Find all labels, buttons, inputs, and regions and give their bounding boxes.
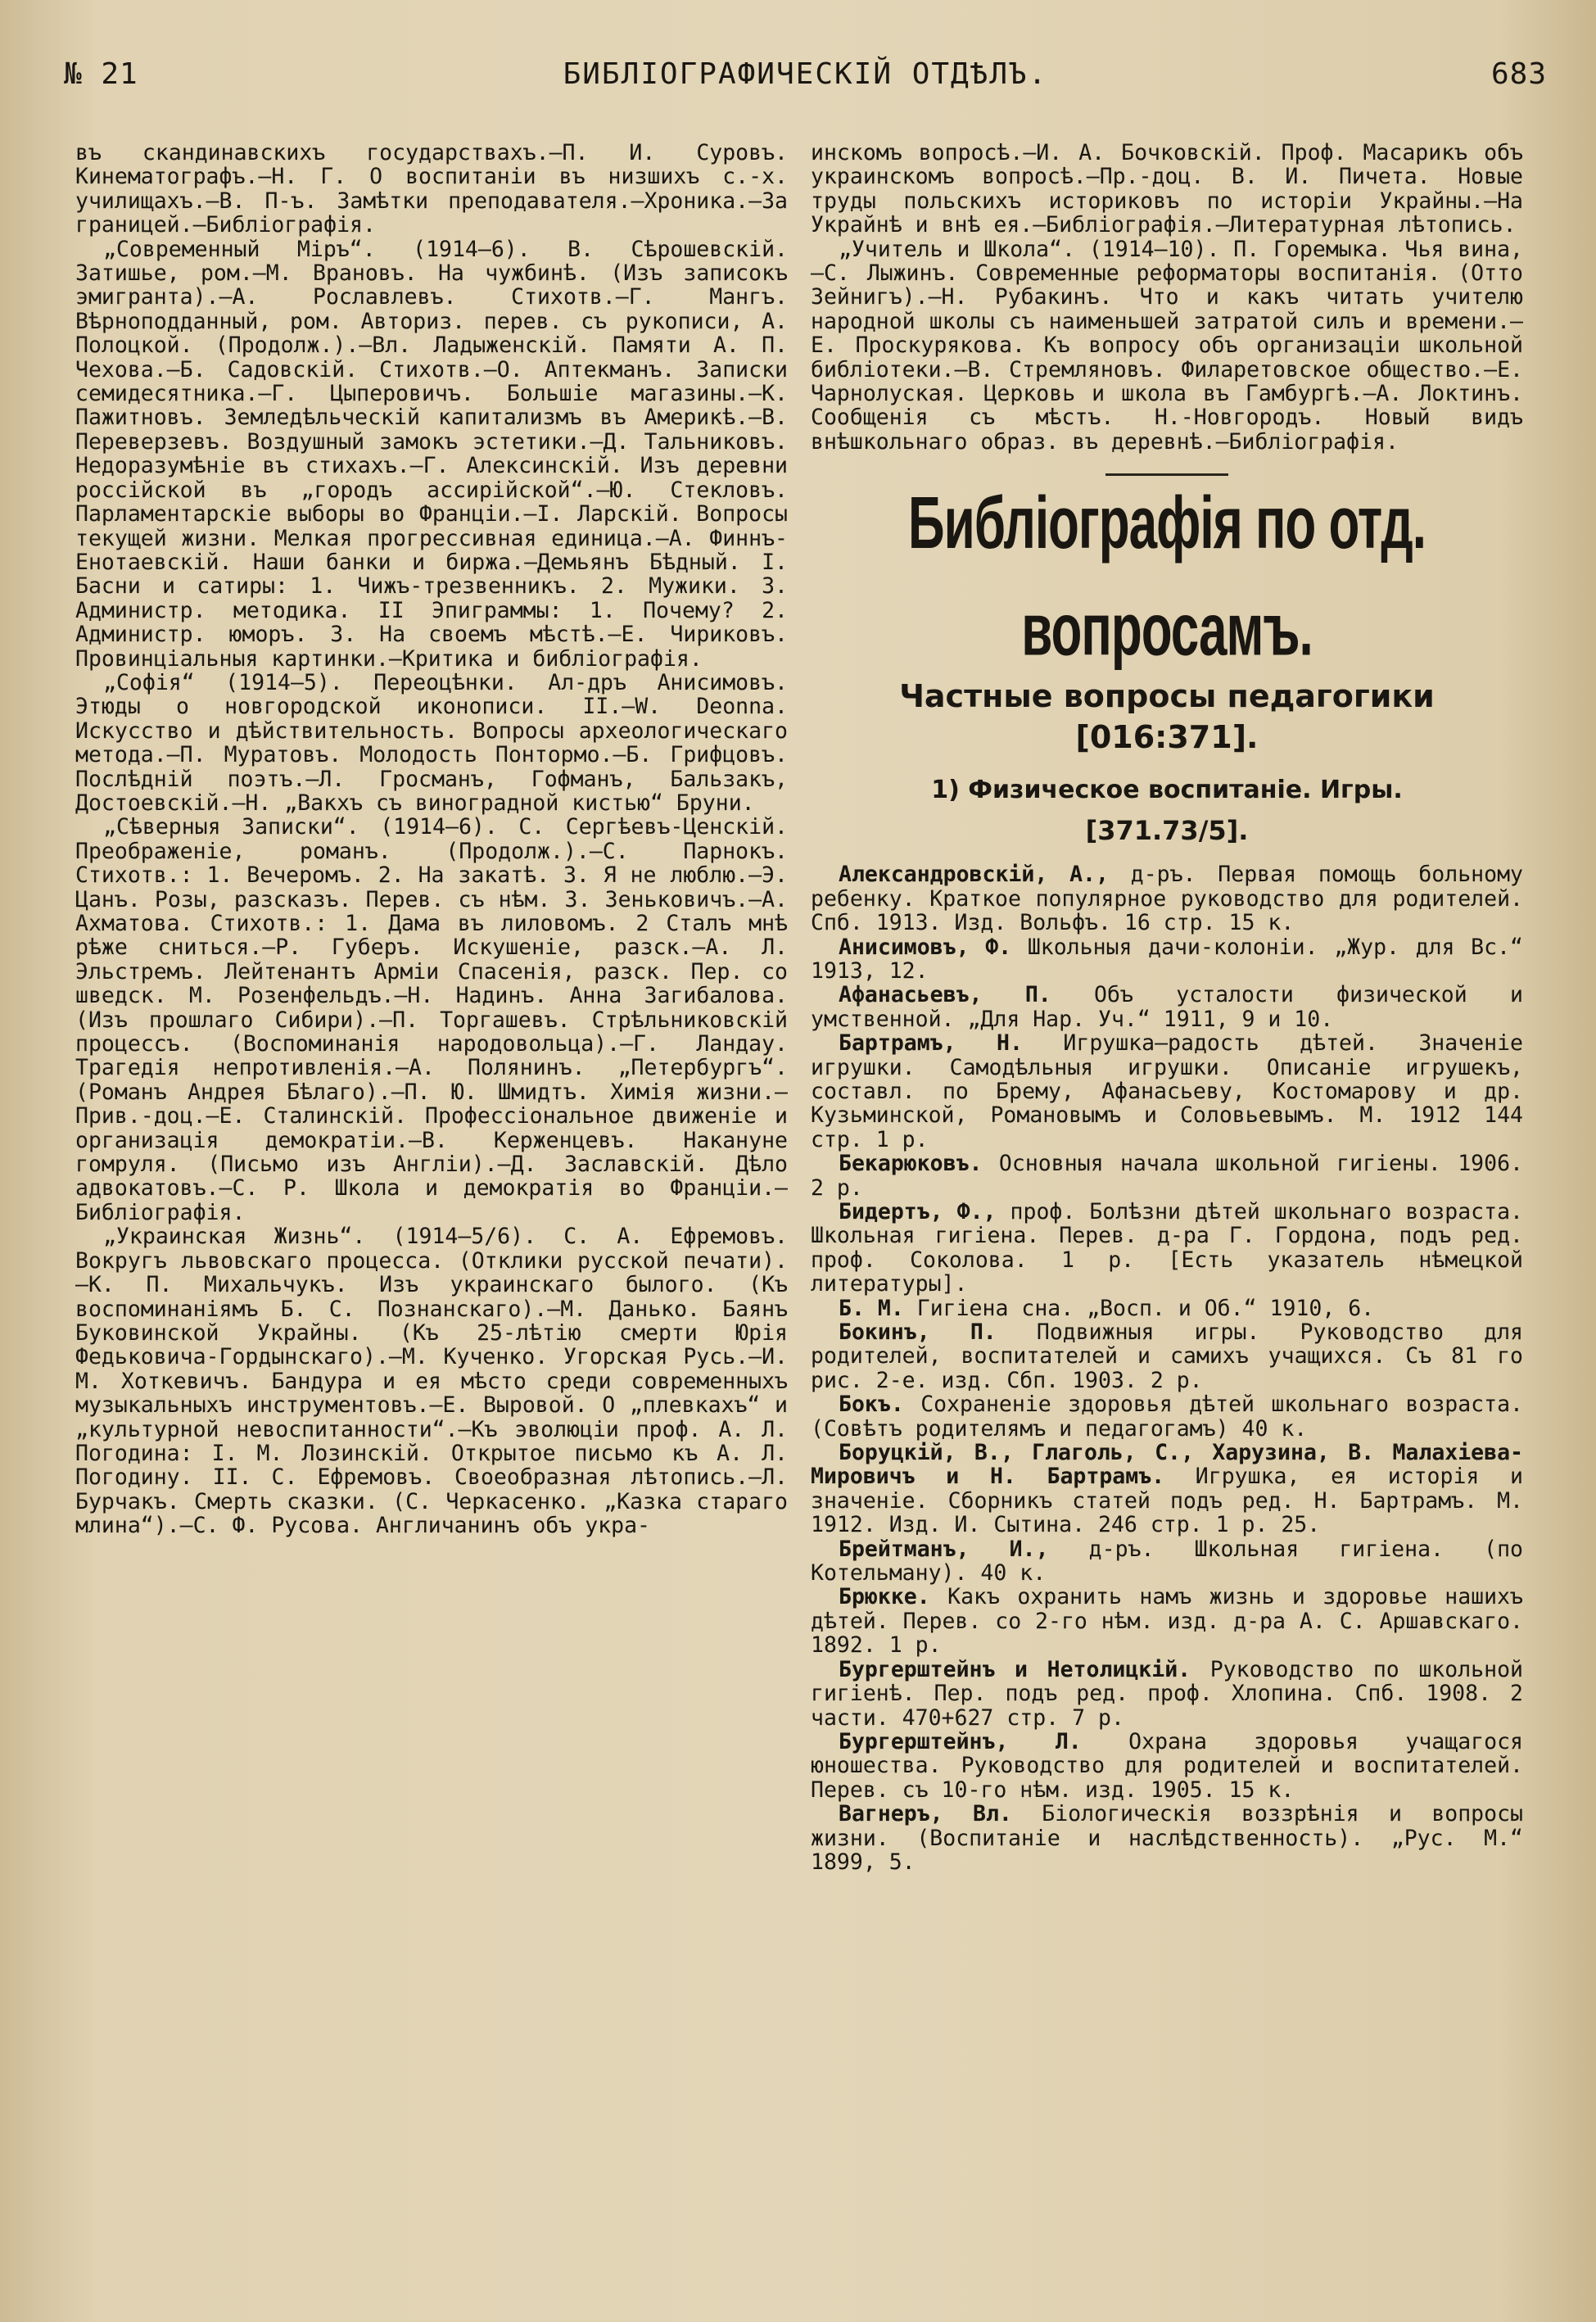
paragraph: „Софія“ (1914—5). Переоцѣнки. Ал-дръ Анисимовъ. Этюды о новгородской иконописи. II.—W. Deonna. Искусство и дѣйствительность. Вопросы археологическаго метода.—П. Муратовъ. Молодость Понтормо.—Б. Грифцовъ. Послѣдній поэтъ.—Л. Гросманъ, Гофманъ, Бальзакъ, Достоевскій.—Н. „Вакхъ съ виноградной кистью“ Бруни. — [75, 669, 788, 816]
classification-code: [371.73/5]. — [1085, 815, 1249, 847]
entry-text: Сохраненіе здоровья дѣтей школьнаго возраста. (Совѣтъ родителямъ и педагогамъ) 40 к. — [811, 1392, 1523, 1442]
right-column — [811, 141, 1523, 2287]
entry-text: Руководство по школьной гигіенѣ. Пер. подъ ред. проф. Хлопина. Спб. 1908. 2 части. 470+627 стр. 7 р. — [811, 1656, 1523, 1731]
entry-text: Гигіена сна. „Восп. и Об.“ 1910, 6. — [903, 1295, 1375, 1321]
entry-text: Объ усталости физической и умственной. „Для Нар. Уч.“ 1911, 9 и 10. — [811, 982, 1523, 1032]
page-header — [64, 57, 1547, 106]
paragraph: „Украинская Жизнь“. (1914—5/6). С. А. Ефремовъ. Вокругъ львовскаго процесса. (Отклики русской печати).—К. П. Михальчукъ. Изъ украинскаго былого. (Къ воспоминаніямъ Б. С. Познанскаго).—М. Данько. Баянъ Буковинской Украйны. (Къ 25-лѣтію смерти Юрія Федьковича-Гордынскаго).—М. Кученко. Угорская Русь.—И. М. Хоткевичъ. Бандура и ея мѣсто среди современныхъ музыкальныхъ инструментовъ.—Е. Выровой. О „плевкахъ“ и „культурной невоспитанности“.—Къ эволюціи проф. А. Л. Погодина: І. М. Лозинскій. Открытое письмо къ А. Л. Погодину. II. С. Ефремовъ. Своеобразная лѣтопись.—Л. Бурчакъ. Смерть сказки. (С. Черкасенко. „Казка стараго млина“).—С. Ф. Русова. Англичанинъ объ укра- — [75, 1224, 788, 1539]
bibliography-entry — [811, 1658, 1523, 1730]
entry-author: Бекарюковъ. — [839, 1151, 983, 1177]
bibliography-entry — [811, 1297, 1523, 1320]
entry-author: Бидертъ, Ф., — [839, 1198, 997, 1224]
entry-text: Подвижныя игры. Руководство для родителей, воспитателей и самихъ учащихся. Съ 81 го рис. 2-е. изд. Сбп. 1903. 2 р. — [811, 1319, 1523, 1393]
entry-author: Бартрамъ, Н. — [839, 1030, 1023, 1057]
entry-text: Какъ охранить намъ жизнь и здоровье нашихъ дѣтей. Перев. со 2-го нѣм. изд. д-ра А. С. Аршавскаго. 1892. 1 р. — [811, 1584, 1523, 1659]
subsection-title: Частные вопросы педагогики [016:371]. — [899, 678, 1435, 756]
running-title: БИБЛІОГРАФИЧЕСКІЙ ОТДѢЛЪ. — [563, 57, 1048, 91]
bibliography-entry — [811, 862, 1523, 935]
entry-text: д-ръ. Первая помощь больному ребенку. Краткое популярное руководство для родителей. Спб. 1913. Изд. Вольфъ. 16 стр. 15 к. — [811, 862, 1523, 936]
paragraph: „Сѣверныя Записки“. (1914—6). С. Сергѣевъ-Ценскій. Преображеніе, романъ. (Продолж.).—С. Парнокъ. Стихотв.: 1. Вечеромъ. 2. На закатѣ. 3. Я не люблю.—Э. Цанъ. Розы, разсказъ. Перев. съ нѣм. З. Зеньковичъ.—А. Ахматова. Стихотв.: 1. Дама въ лиловомъ. 2 Сталъ мнѣ рѣже сниться.—Р. Губеръ. Искушеніе, разск.—А. Л. Эльстремъ. Лейтенантъ Арміи Спасенія, разск. Пер. со шведск. М. Розенфельдъ.—Н. Надинъ. Анна Загибалова. (Изъ прошлаго Сибири).—П. Торгашевъ. Стрѣльниковскій процессъ. (Воспоминанія народовольца).—Г. Ландау. Трагедія непротивленія.—А. Полянинъ. „Петербургъ“. (Романъ Андрея Бѣлаго).—П. Ю. Шмидтъ. Химія жизни.—Прив.-доц.—Е. Сталинскій. Профессіональное движеніе и организація демократіи.—В. Керженцевъ. Накануне гомруля. (Письмо изъ Англіи).—Д. Заславскій. Дѣло адвокатовъ.—С. Р. Школа и демократія во Франціи.—Библіографія. — [75, 814, 788, 1225]
subsubsection-title: 1) Физическое воспитаніе. Игры. — [931, 776, 1403, 805]
entry-text: д-ръ. Школьная гигіена. (по Котельману). 40 к. — [811, 1536, 1523, 1586]
paragraph: „Современный Міръ“. (1914—6). В. Сѣрошевскій. Затишье, ром.—М. Врановъ. На чужбинѣ. (Изъ записокъ эмигранта).—А. Рославлевъ. Стихотв.—Г. Мангъ. Вѣрноподданный, ром. Авториз. перев. съ рукописи, А. Полоцкой. (Продолж.).—Вл. Ладыженскій. Памяти А. П. Чехова.—Б. Садовскій. Стихотв.—О. Аптекманъ. Записки семидесятника.—Г. Цыперовичъ. Большіе магазины.—К. Пажитновъ. Земледѣльческій капитализмъ въ Америкѣ.—В. Переверзевъ. Воздушный замокъ эстетики.—Д. Тальниковъ. Недоразумѣніе въ стихахъ.—Г. Алексинскій. Изъ деревни россійской въ „городъ ассирійской“.—Ю. Стекловъ. Парламентарскіе выборы во Франціи.—І. Ларскій. Вопросы текущей жизни. Мелкая прогрессивная единица.—А. Финнъ-Енотаевскій. Наши банки и биржа.—Демьянъ Бѣдный. І. Басни и сатиры: 1. Чижъ-трезвенникъ. 2. Мужики. 3. Администр. методика. II Эпиграммы: 1. Почему? 2. Администр. юморъ. 3. На своемъ мѣстѣ.—Е. Чириковъ. Провинціальныя картинки.—Критика и библіографія. — [75, 236, 788, 672]
page-number: 683 — [1490, 57, 1547, 91]
entry-author: Вагнеръ, Вл. — [839, 1801, 1012, 1827]
issue-number: № 21 — [64, 57, 138, 91]
entry-text: Основныя начала школьной гигіены. 1906. 2 р. — [811, 1151, 1523, 1201]
bibliography-entry — [811, 1320, 1523, 1392]
paragraph: „Учитель и Школа“. (1914—10). П. Горемыка. Чья вина,—С. Лыжинъ. Современные реформаторы воспитанія. (Отто Зейнигъ).—Н. Рубакинъ. Что и какъ читать учителю народной школы съ наименьшей затратой силъ и времени.—Е. Проскурякова. Къ вопросу объ организаціи школьной библіотеки.—В. Стремляновъ. Филаретовское общество.—Е. Чарнолуская. Церковь и школа въ Гамбургѣ.—А. Локтинъ. Сообщенія съ мѣстъ. Н.-Новгородъ. Новый видъ внѣшкольнаго образ. въ деревнѣ.—Библіографія. — [811, 236, 1523, 455]
entry-text: Игрушка, ея исторія и значеніе. Сборникъ статей подъ ред. Н. Бартрамъ. М. 1912. Изд. И. Сытина. 246 стр. 1 р. 25. — [811, 1464, 1523, 1538]
bibliography-list — [811, 862, 1523, 1874]
entry-text: Біологическія воззрѣнія и вопросы жизни. (Воспитаніе и наслѣдственность). „Рус. М.“ 1899, 5. — [811, 1801, 1523, 1875]
entry-text: Охрана здоровья учащагося юношества. Руководство для родителей и воспитателей. Перев. съ 10-го нѣм. изд. 1905. 15 к. — [811, 1728, 1523, 1803]
entry-text: проф. Болѣзни дѣтей школьнаго возраста. Школьная гигіена. Перев. д-ра Г. Гордона, подъ ред. проф. Соколова. 1 р. [Есть указатель нѣмецкой литературы]. — [811, 1198, 1523, 1297]
entry-author: Бокинъ, П. — [839, 1319, 997, 1345]
bibliography-entry — [811, 1585, 1523, 1657]
bibliography-entry — [811, 1730, 1523, 1802]
bibliography-entry — [811, 1441, 1523, 1537]
bibliography-entry — [811, 1152, 1523, 1200]
entry-author: Бургерштейнъ и Нетолицкій. — [839, 1656, 1191, 1682]
entry-text: Школьныя дачи-колоніи. „Жур. для Вс.“ 1913, 12. — [811, 934, 1523, 984]
entry-author: Афанасьевъ, П. — [839, 982, 1051, 1008]
entry-text: Игрушка—радость дѣтей. Значеніе игрушки. Самодѣльныя игрушки. Описаніе игрушекъ, составл. по Брему, Афанасьеву, Костомарову и др. Кузьминской, Романовымъ и Соловьевымъ. М. 1912 144 стр. 1 р. — [811, 1030, 1523, 1152]
bibliography-entry — [811, 1802, 1523, 1874]
entry-author: Брейтманъ, И., — [839, 1536, 1049, 1562]
bibliography-entry — [811, 1200, 1523, 1297]
bibliography-entry — [811, 935, 1523, 984]
entry-author: Бургерштейнъ, Л. — [839, 1728, 1082, 1754]
bibliography-entry — [811, 983, 1523, 1031]
entry-author: Б. М. — [839, 1295, 904, 1321]
entry-author: Боруцкій, В., Глаголь, С., Харузина, В. Малахіева-Мировичъ и Н. Бартрамъ. — [811, 1440, 1523, 1490]
paragraph: въ скандинавскихъ государствахъ.—П. И. Суровъ. Кинематографъ.—Н. Г. О воспитаніи въ низшихъ с.-х. училищахъ.—В. П-ъ. Замѣтки преподавателя.—Хроника.—За границей.—Библіографія. — [75, 141, 788, 238]
entry-author: Александровскій, А., — [839, 862, 1109, 888]
section-title: Библіографія по отд. вопросамъ. — [908, 482, 1426, 672]
entry-author: Анисимовъ, Ф. — [839, 934, 1012, 960]
bibliography-entry — [811, 1392, 1523, 1441]
entry-author: Брюкке. — [839, 1584, 930, 1610]
left-column — [75, 141, 788, 2287]
bibliography-entry — [811, 1537, 1523, 1586]
paragraph: инскомъ вопросѣ.—И. А. Бочковскій. Проф. Масарикъ объ украинскомъ вопросѣ.—Пр.-доц. В. И. Пичета. Новые труды польскихъ историковъ по исторіи Украйны.—На Украйнѣ и внѣ ея.—Библіографія.—Литературная лѣтопись. — [811, 141, 1523, 238]
entry-author: Бокъ. — [839, 1392, 904, 1418]
bibliography-entry — [811, 1031, 1523, 1152]
